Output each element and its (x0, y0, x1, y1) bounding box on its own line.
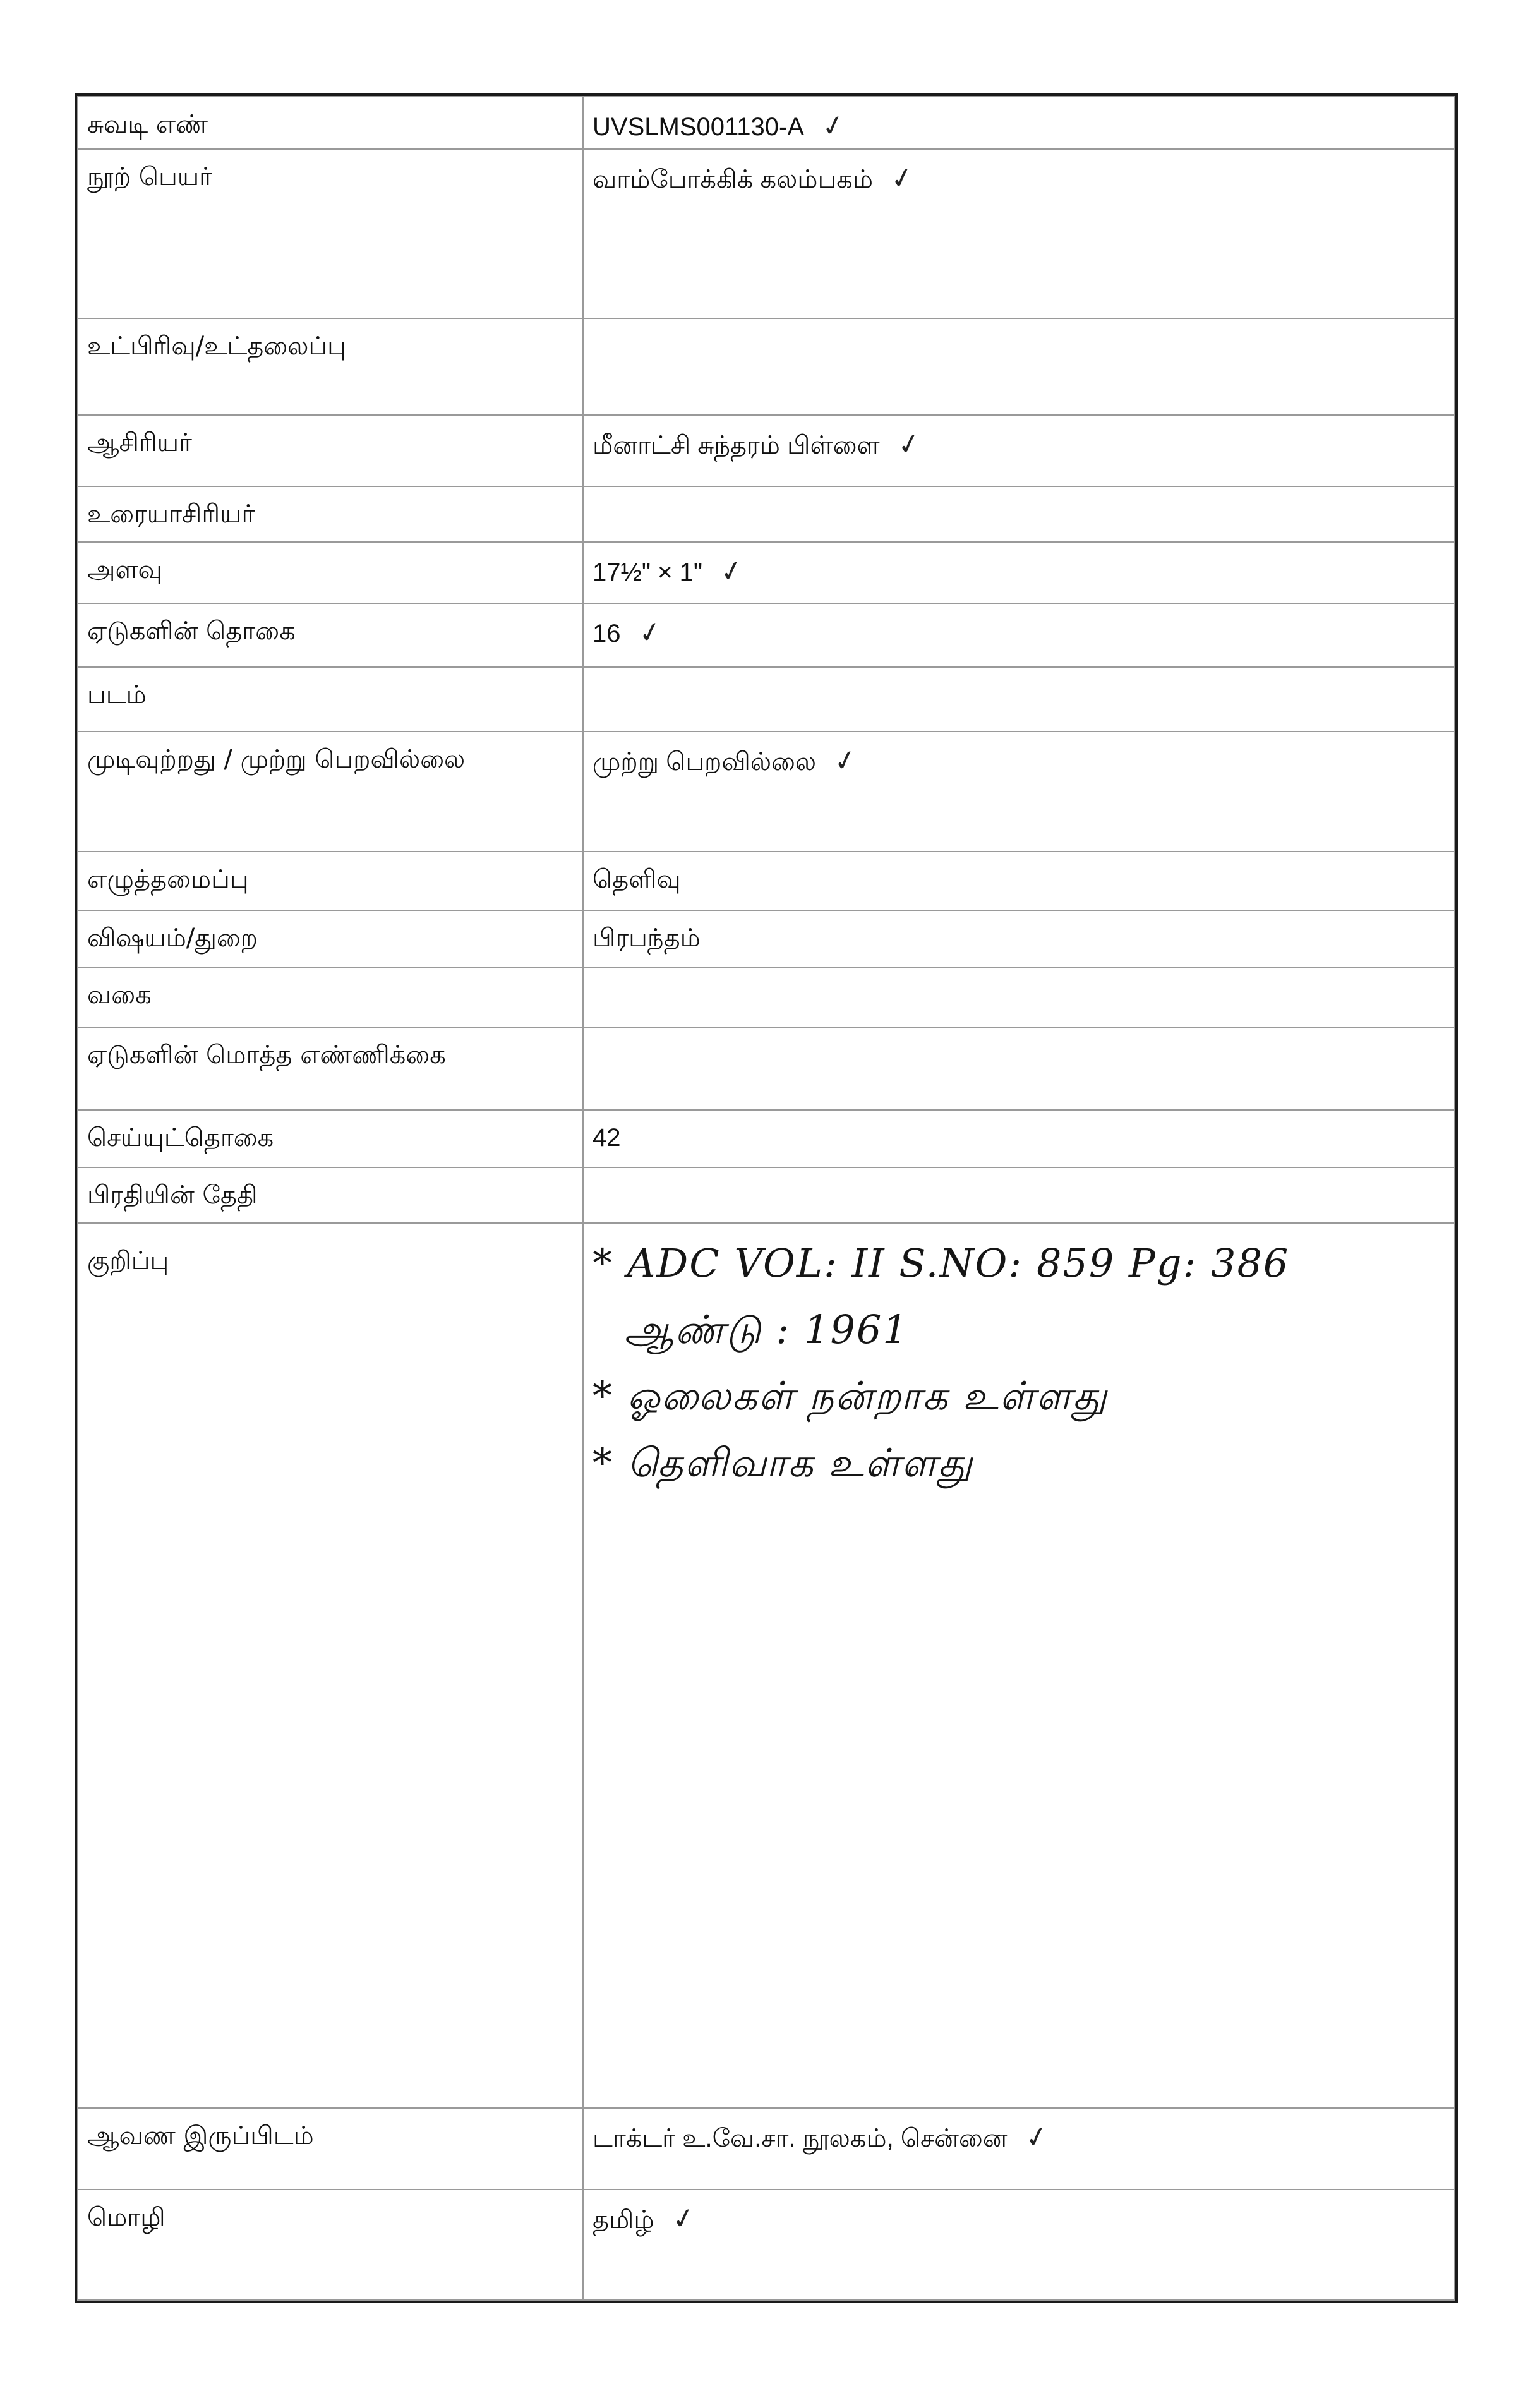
row-value: டாக்டர் உ.வே.சா. நூலகம், சென்னை (593, 2124, 1008, 2152)
row-value-cell (583, 486, 1455, 543)
row-value: மீனாட்சி சுந்தரம் பிள்ளை (593, 431, 880, 459)
row-value-cell (583, 2108, 1455, 2190)
handwritten-note-reference: * ADC VOL: II S.NO: 859 Pg: 386 (593, 1240, 1290, 1287)
row-value: வாம்போக்கிக் கலம்பகம் (593, 165, 874, 193)
table-row (78, 1027, 1455, 1110)
row-label: வகை (78, 967, 583, 1027)
notes-cell (583, 1223, 1455, 2107)
row-label: பிரதியின் தேதி (78, 1167, 583, 1224)
row-value-cell (583, 415, 1455, 486)
checkmark-icon: ✓ (819, 107, 848, 145)
row-value-cell (583, 910, 1455, 968)
table-row (78, 542, 1455, 603)
table-row (78, 1223, 1455, 2107)
row-label: அளவு (78, 542, 583, 603)
row-value: தமிழ் (593, 2205, 654, 2234)
row-label: ஏடுகளின் மொத்த எண்ணிக்கை (78, 1027, 583, 1110)
row-value-cell (583, 732, 1455, 851)
catalog-table (77, 96, 1455, 2301)
row-value-cell (583, 667, 1455, 732)
checkmark-icon: ✓ (668, 2200, 699, 2237)
row-label: சுவடி எண் (78, 97, 583, 149)
table-row (78, 603, 1455, 667)
table-row (78, 415, 1455, 486)
table-row (78, 967, 1455, 1027)
table-row (78, 667, 1455, 732)
table-row (78, 1110, 1455, 1167)
handwritten-note-year: ஆண்டு : 1961 (624, 1306, 909, 1353)
checkmark-icon: ✓ (831, 743, 860, 780)
table-row (78, 2190, 1455, 2300)
row-value: முற்று பெறவில்லை (593, 748, 817, 776)
handwritten-note-clarity: * தெளிவாக உள்ளது (593, 1439, 973, 1486)
row-value: தெளிவு (593, 865, 681, 893)
row-value: பிரபந்தம் (593, 924, 701, 952)
table-row (78, 318, 1455, 415)
table-row (78, 97, 1455, 149)
row-value-cell (583, 542, 1455, 603)
handwritten-note-leaves: * ஓலைகள் நன்றாக உள்ளது (593, 1373, 1108, 1419)
row-label: ஏடுகளின் தொகை (78, 603, 583, 667)
row-label: செய்யுட்தொகை (78, 1110, 583, 1167)
row-label: உரையாசிரியர் (78, 486, 583, 543)
catalog-sheet (75, 93, 1458, 2303)
row-label: முடிவுற்றது / முற்று பெறவில்லை (78, 732, 583, 851)
row-value-cell (583, 2190, 1455, 2300)
table-row (78, 732, 1455, 851)
table-row (78, 910, 1455, 968)
row-value-cell (583, 97, 1455, 149)
row-value: 16 (593, 619, 621, 648)
row-value-cell (583, 149, 1455, 318)
table-row (78, 486, 1455, 543)
row-value: UVSLMS001130-A (593, 113, 804, 141)
row-label: ஆசிரியர் (78, 415, 583, 486)
row-value: 42 (593, 1123, 621, 1152)
checkmark-icon: ✓ (894, 426, 924, 463)
checkmark-icon: ✓ (717, 553, 747, 590)
row-label: உட்பிரிவு/உட்தலைப்பு (78, 318, 583, 415)
table-row (78, 149, 1455, 318)
checkmark-icon: ✓ (1021, 2119, 1052, 2155)
row-label: எழுத்தமைப்பு (78, 852, 583, 910)
row-label: நூற் பெயர் (78, 149, 583, 318)
row-label: ஆவண இருப்பிடம் (78, 2108, 583, 2190)
row-value-cell (583, 1167, 1455, 1224)
checkmark-icon: ✓ (635, 614, 665, 651)
table-row (78, 1167, 1455, 1224)
row-value-cell (583, 318, 1455, 415)
row-value-cell (583, 1110, 1455, 1167)
row-value-cell (583, 1027, 1455, 1110)
row-value: 17½" × 1" (593, 558, 703, 587)
row-label: மொழி (78, 2190, 583, 2300)
row-value-cell (583, 967, 1455, 1027)
checkmark-icon: ✓ (887, 160, 917, 196)
row-label: குறிப்பு (78, 1223, 583, 2107)
row-value-cell (583, 852, 1455, 910)
table-row (78, 2108, 1455, 2190)
row-label: படம் (78, 667, 583, 732)
row-label: விஷயம்/துறை (78, 910, 583, 968)
row-value-cell (583, 603, 1455, 667)
table-row (78, 852, 1455, 910)
